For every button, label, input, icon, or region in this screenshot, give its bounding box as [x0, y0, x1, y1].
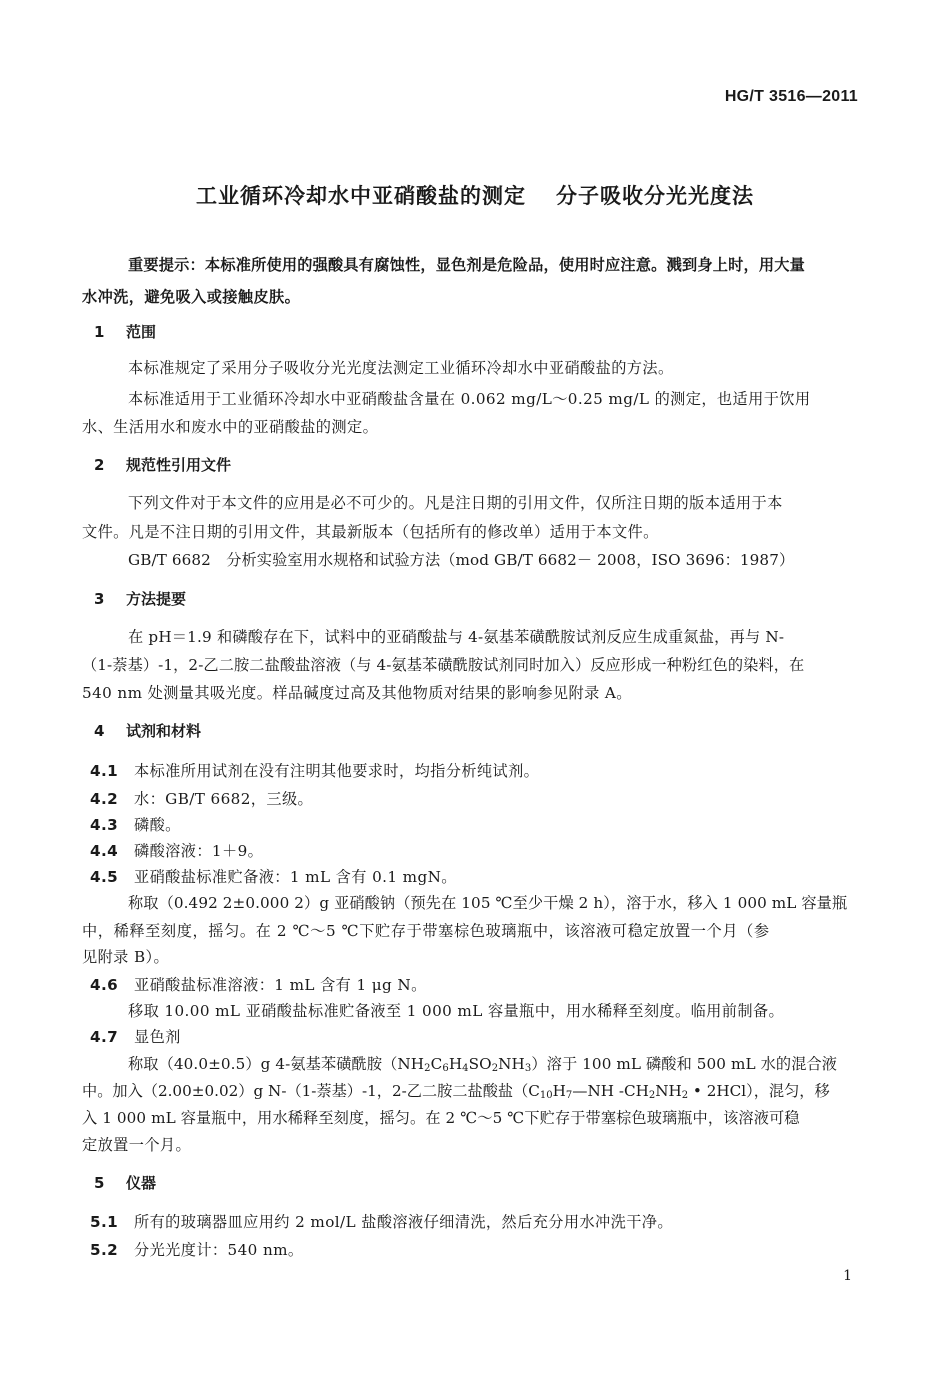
item-text: 水：GB/T 6682，三级。 — [134, 790, 314, 808]
item-5-2 — [90, 1239, 304, 1260]
document-title — [0, 180, 950, 210]
section-2-paragraph-line-1: 下列文件对于本文件的应用是必不可少的。凡是注日期的引用文件，仅所注日期的版本适用于本 — [128, 494, 783, 512]
page-number: 1 — [843, 1268, 852, 1284]
warning-line-1: 重要提示：本标准所使用的强酸具有腐蚀性，显色剂是危险品，使用时应注意。溅到身上时，用大量 — [128, 256, 806, 274]
section-1-heading — [94, 321, 156, 342]
section-title: 范围 — [126, 323, 157, 341]
item-4-7-line-1: 称取（40.0±0.5）g 4-氨基苯磺酰胺$(NH_2C_6H_4SO_2NH_3)$溶于 100 mL 磷酸和 500 mL 水的混合液 — [128, 1055, 838, 1074]
item-number: 4.5 — [90, 868, 119, 886]
item-text: 磷酸溶液：1＋9。 — [134, 842, 264, 860]
section-3-heading — [94, 588, 186, 609]
section-title: 试剂和材料 — [126, 722, 202, 740]
title-part-2: 分子吸收分光光度法 — [556, 184, 754, 208]
warning-line-2: 水冲洗，避免吸入或接触皮肤。 — [82, 288, 301, 306]
section-title: 规范性引用文件 — [126, 456, 232, 474]
item-text: 分光光度计：540 nm。 — [134, 1241, 304, 1259]
item-text: 亚硝酸盐标准贮备液：1 mL 含有 0.1 mgN。 — [134, 868, 457, 886]
item-text: 亚硝酸盐标准溶液：1 mL 含有 1 μg N。 — [134, 976, 427, 994]
section-number: 5 — [94, 1174, 105, 1192]
item-4-5-line-3: 见附录 B）。 — [82, 948, 170, 966]
item-number: 4.2 — [90, 790, 119, 808]
item-4-5-line-1: 称取（0.492 2±0.000 2）g 亚硝酸钠（预先在 105 ℃至少干燥 2 h），溶于水，移入 1 000 mL 容量瓶 — [128, 894, 848, 912]
section-number: 4 — [94, 722, 105, 740]
item-4-6 — [90, 974, 427, 995]
item-4-3 — [90, 814, 181, 835]
item-number: 4.7 — [90, 1028, 119, 1046]
item-number: 4.1 — [90, 762, 119, 780]
section-1-paragraph-1: 本标准规定了采用分子吸收分光光度法测定工业循环冷却水中亚硝酸盐的方法。 — [128, 359, 674, 377]
section-4-heading — [94, 720, 201, 741]
section-title: 仪器 — [126, 1174, 157, 1192]
section-number: 3 — [94, 590, 105, 608]
item-4-2 — [90, 788, 313, 809]
item-5-1 — [90, 1211, 673, 1232]
item-number: 5.2 — [90, 1241, 119, 1259]
item-text: 显色剂 — [134, 1028, 181, 1046]
section-1-paragraph-2-line-1: 本标准适用于工业循环冷却水中亚硝酸盐含量在 0.062 mg/L～0.25 mg/L 的测定，也适用于饮用 — [128, 390, 811, 408]
section-number: 1 — [94, 323, 105, 341]
section-title: 方法提要 — [126, 590, 187, 608]
section-5-heading — [94, 1172, 156, 1193]
item-4-7 — [90, 1026, 181, 1047]
item-4-4 — [90, 840, 263, 861]
section-3-line-3: 540 nm 处测量其吸光度。样品碱度过高及其他物质对结果的影响参见附录 A。 — [82, 684, 632, 702]
section-3-line-2: （1-萘基）-1，2-乙二胺二盐酸盐溶液（与 4-氨基苯磺酰胺试剂同时加入）反应形成一种粉红色的染料，在 — [82, 656, 805, 674]
item-4-1 — [90, 760, 539, 781]
item-4-5-line-2: 中，稀释至刻度，摇匀。在 2 ℃～5 ℃下贮存于带塞棕色玻璃瓶中，该溶液可稳定放置一个月（参 — [82, 922, 770, 940]
section-2-paragraph-line-2: 文件。凡是不注日期的引用文件，其最新版本（包括所有的修改单）适用于本文件。 — [82, 523, 659, 541]
item-4-7-line-2: 中。加入（2.00±0.02）g N-（1-萘基）-1，2-乙二胺二盐酸盐（$C_{10}H_7—NH$ $-CH_2NH_2$ • 2HCl），混匀，移 — [82, 1082, 830, 1101]
item-number: 4.6 — [90, 976, 119, 994]
item-4-7-line-4: 定放置一个月。 — [82, 1136, 192, 1154]
item-text: 磷酸。 — [134, 816, 181, 834]
item-number: 5.1 — [90, 1213, 119, 1231]
section-2-heading — [94, 454, 231, 475]
standard-code: HG/T 3516—2011 — [724, 88, 858, 105]
item-number: 4.4 — [90, 842, 119, 860]
normative-reference: GB/T 6682 分析实验室用水规格和试验方法（mod GB/T 6682－ 2008，ISO 3696：1987） — [128, 551, 795, 569]
item-text: 所有的玻璃器皿应用约 2 mol/L 盐酸溶液仔细清洗，然后充分用水冲洗干净。 — [134, 1213, 673, 1231]
item-number: 4.3 — [90, 816, 119, 834]
item-text: 本标准所用试剂在没有注明其他要求时，均指分析纯试剂。 — [134, 762, 540, 780]
section-1-paragraph-2-line-2: 水、生活用水和废水中的亚硝酸盐的测定。 — [82, 418, 379, 436]
item-4-7-line-3: 入 1 000 mL 容量瓶中，用水稀释至刻度，摇匀。在 2 ℃～5 ℃下贮存于带塞棕色玻璃瓶中，该溶液可稳 — [82, 1109, 800, 1127]
section-number: 2 — [94, 456, 105, 474]
item-4-6-line-1: 移取 10.00 mL 亚硝酸盐标准贮备液至 1 000 mL 容量瓶中，用水稀释至刻度。临用前制备。 — [128, 1002, 785, 1020]
section-3-line-1: 在 pH＝1.9 和磷酸存在下，试料中的亚硝酸盐与 4-氨基苯磺酰胺试剂反应生成重氮盐，再与 N- — [128, 628, 785, 646]
item-4-5 — [90, 866, 457, 887]
title-part-1: 工业循环冷却水中亚硝酸盐的测定 — [196, 184, 526, 208]
